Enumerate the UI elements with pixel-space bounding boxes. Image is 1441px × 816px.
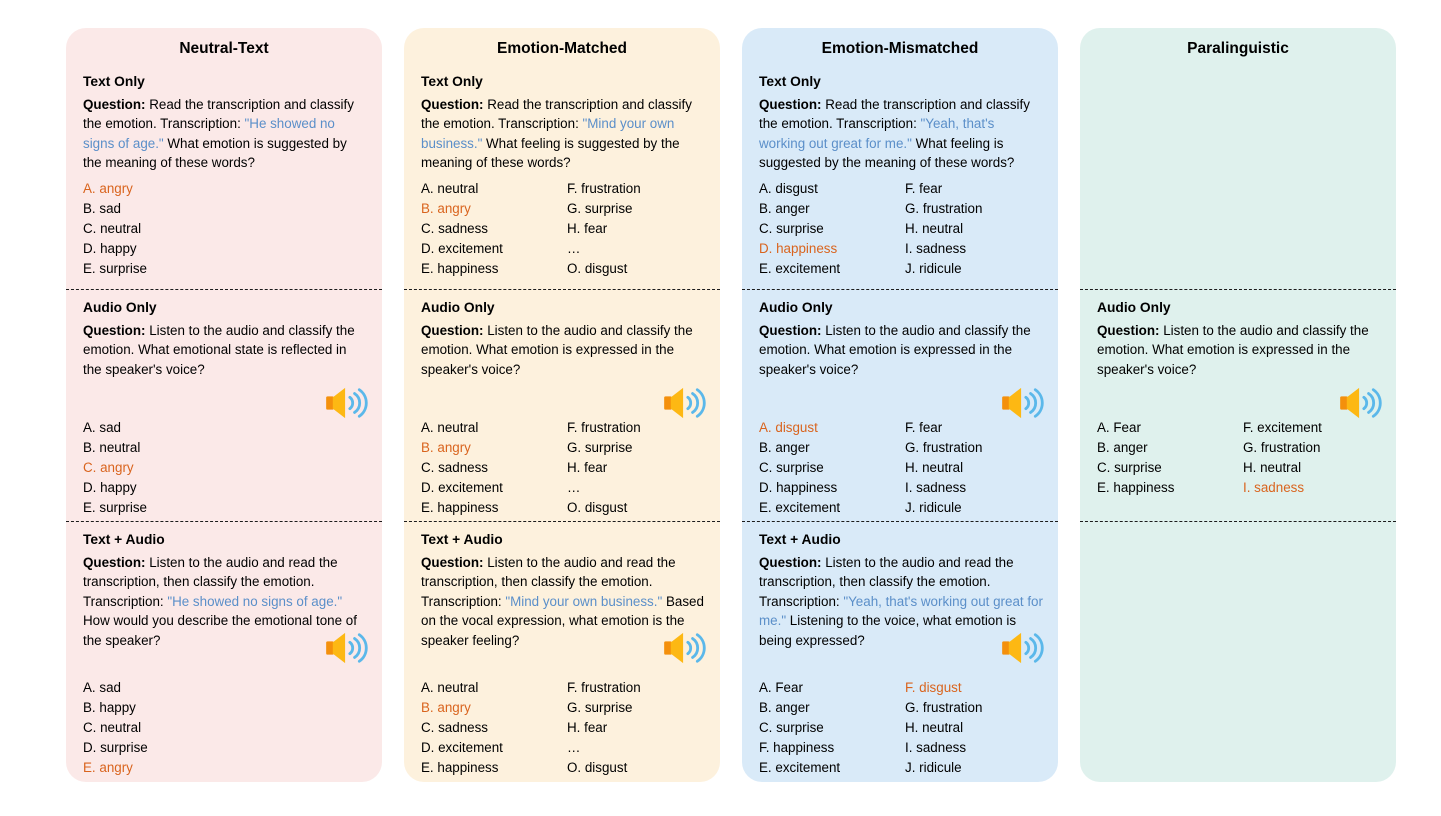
option: B. sad <box>83 200 121 216</box>
option: E. happiness <box>421 500 499 516</box>
panel-title: Emotion-Mismatched <box>821 40 979 57</box>
options-list <box>83 179 368 280</box>
question-label: Question: <box>83 555 146 570</box>
option: I. sadness <box>905 480 967 496</box>
options-column-right <box>905 179 1044 280</box>
option: O. disgust <box>567 261 628 277</box>
option: … <box>567 480 581 496</box>
speaker-icon <box>1000 385 1046 421</box>
question-pre: Listen to the audio and read the transcription, then classify the emotion. Transcription: <box>421 555 676 609</box>
option: A. neutral <box>421 420 479 435</box>
option: C. sadness <box>421 720 488 736</box>
question-text <box>421 321 706 379</box>
options-column-left <box>83 179 368 280</box>
options-column-right <box>905 418 1044 519</box>
option: I. sadness <box>905 241 967 257</box>
question-label: Question: <box>759 323 822 338</box>
section-heading: Audio Only <box>1097 300 1171 315</box>
option: D. excitement <box>421 241 503 257</box>
section-heading: Text Only <box>759 74 821 89</box>
option: F. excitement <box>1243 420 1322 435</box>
option: E. excitement <box>759 760 841 776</box>
question-pre: Listen to the audio and classify the emotion. What emotion is expressed in the speaker's voice? <box>1097 323 1369 377</box>
option: A. angry <box>83 180 133 196</box>
section-heading: Audio Only <box>83 300 157 315</box>
option: F. frustration <box>567 680 641 695</box>
option: B. angry <box>421 200 471 216</box>
question-label: Question: <box>83 323 146 338</box>
panel-row <box>66 28 1396 782</box>
option: E. angry <box>83 760 133 776</box>
option: E. excitement <box>759 261 841 277</box>
option: J. ridicule <box>905 760 962 776</box>
question-post: Listening to the voice, what emotion is being expressed? <box>759 613 1017 648</box>
question-text <box>759 95 1044 173</box>
speaker-icon <box>662 385 708 421</box>
options-list <box>1097 418 1382 498</box>
option: A. Fear <box>759 680 803 695</box>
speaker-icon <box>324 630 370 666</box>
option: H. fear <box>567 720 608 736</box>
option: F. disgust <box>905 680 962 695</box>
question-pre: Read the transcription and classify the emotion. Transcription: <box>421 97 692 132</box>
transcription-quote: "Mind your own business." <box>421 116 675 151</box>
section-audio-only <box>742 290 1058 522</box>
options-list <box>421 678 706 779</box>
option: C. sadness <box>421 220 488 236</box>
question-label: Question: <box>1097 323 1160 338</box>
speaker-icon <box>1338 385 1384 421</box>
section-text-only <box>404 64 720 290</box>
section-heading: Audio Only <box>421 300 495 315</box>
option: F. fear <box>905 180 943 196</box>
option: C. sadness <box>421 460 488 476</box>
section-text-audio <box>742 522 1058 782</box>
option: C. neutral <box>83 220 142 236</box>
panel-title: Neutral-Text <box>179 40 269 57</box>
section-audio-only <box>66 290 382 522</box>
option: C. angry <box>83 460 134 476</box>
question-pre: Read the transcription and classify the emotion. Transcription: <box>83 97 354 132</box>
option: F. happiness <box>759 740 835 756</box>
option: A. sad <box>83 420 121 435</box>
section-audio-only <box>1080 290 1396 522</box>
options-column-left <box>421 179 567 280</box>
option: B. happy <box>83 700 136 716</box>
option: B. anger <box>759 440 810 456</box>
speaker-icon <box>662 630 708 666</box>
option: D. happy <box>83 480 137 496</box>
option: B. angry <box>421 700 471 716</box>
option: A. disgust <box>759 180 818 196</box>
option: D. excitement <box>421 480 503 496</box>
question-post: What feeling is suggested by the meaning of these words? <box>759 135 1015 171</box>
option: E. surprise <box>83 261 147 277</box>
option: D. excitement <box>421 740 503 756</box>
question-post: What emotion is suggested by the meaning of these words? <box>83 135 347 171</box>
options-column-right <box>905 678 1044 779</box>
option: F. fear <box>905 420 943 435</box>
options-column-left <box>1097 418 1243 498</box>
option: C. surprise <box>759 720 824 736</box>
question-label: Question: <box>759 555 822 570</box>
option: E. excitement <box>759 500 841 516</box>
option: I. sadness <box>1243 480 1305 496</box>
options-column-left <box>759 678 905 779</box>
section-heading: Text + Audio <box>421 532 503 547</box>
option: G. frustration <box>905 700 983 716</box>
option: H. neutral <box>905 220 964 236</box>
panel-emotion-matched <box>404 28 720 782</box>
option: G. frustration <box>905 200 983 216</box>
section-text-audio <box>66 522 382 782</box>
option: O. disgust <box>567 500 628 516</box>
option: A. neutral <box>421 680 479 695</box>
option: D. happiness <box>759 241 838 257</box>
option: H. neutral <box>905 460 964 476</box>
section-text-only <box>742 64 1058 290</box>
question-label: Question: <box>83 97 146 112</box>
option: C. neutral <box>83 720 142 736</box>
option: … <box>567 740 581 756</box>
option: H. fear <box>567 220 608 236</box>
transcription-quote: "Mind your own business." <box>505 593 663 609</box>
panel-emotion-mismatched <box>742 28 1058 782</box>
option: H. fear <box>567 460 608 476</box>
question-label: Question: <box>421 323 484 338</box>
option: E. happiness <box>421 261 499 277</box>
panel-neutral-text <box>66 28 382 782</box>
question-pre: Listen to the audio and classify the emotion. What emotion is expressed in the speaker's voice? <box>421 323 693 377</box>
option: D. happy <box>83 241 137 257</box>
options-list <box>83 678 368 779</box>
section-audio-only <box>404 290 720 522</box>
section-empty-top <box>1080 64 1396 290</box>
options-list <box>759 678 1044 779</box>
option: B. neutral <box>83 440 141 456</box>
option: G. frustration <box>1243 440 1321 456</box>
option: B. anger <box>1097 440 1148 456</box>
option: H. neutral <box>1243 460 1302 476</box>
question-text <box>83 321 368 379</box>
options-list <box>759 179 1044 280</box>
options-column-right <box>567 179 706 280</box>
section-empty-bottom <box>1080 522 1396 782</box>
transcription-quote: "He showed no signs of age." <box>83 116 335 151</box>
question-text <box>1097 321 1382 379</box>
option: B. anger <box>759 200 810 216</box>
option: I. sadness <box>905 740 967 756</box>
question-post: How would you describe the emotional tone of the speaker? <box>83 613 357 648</box>
question-pre: Read the transcription and classify the emotion. Transcription: <box>759 97 1030 132</box>
option: C. surprise <box>759 220 824 236</box>
option: E. surprise <box>83 500 147 516</box>
options-list <box>421 179 706 280</box>
option: F. frustration <box>567 180 641 196</box>
option: G. surprise <box>567 440 633 456</box>
option: G. frustration <box>905 440 983 456</box>
options-list <box>421 418 706 519</box>
transcription-quote: "He showed no signs of age." <box>167 593 343 609</box>
options-list <box>759 418 1044 519</box>
section-heading: Text Only <box>421 74 483 89</box>
option: B. angry <box>421 440 471 456</box>
question-label: Question: <box>421 555 484 570</box>
option: D. happiness <box>759 480 838 496</box>
option: A. disgust <box>759 420 818 435</box>
question-pre: Listen to the audio and read the transcription, then classify the emotion. Transcription: <box>759 555 1014 609</box>
option: B. anger <box>759 700 810 716</box>
speaker-icon <box>1000 630 1046 666</box>
option: O. disgust <box>567 760 628 776</box>
options-column-left <box>83 418 368 519</box>
section-heading: Text + Audio <box>83 532 165 547</box>
option: J. ridicule <box>905 261 962 277</box>
option: G. surprise <box>567 700 633 716</box>
section-heading: Audio Only <box>759 300 833 315</box>
option: A. neutral <box>421 180 479 196</box>
panel-paralinguistic <box>1080 28 1396 782</box>
section-heading: Text + Audio <box>759 532 841 547</box>
question-label: Question: <box>421 97 484 112</box>
transcription-quote: "Yeah, that's working out great for me." <box>759 116 995 151</box>
option: C. surprise <box>759 460 824 476</box>
option: F. frustration <box>567 420 641 435</box>
question-text <box>421 95 706 173</box>
option: D. surprise <box>83 740 148 756</box>
options-column-left <box>759 418 905 519</box>
question-pre: Listen to the audio and classify the emotion. What emotional state is reflected in the speaker's voice? <box>83 323 355 377</box>
option: E. happiness <box>421 760 499 776</box>
question-text <box>83 95 368 173</box>
speaker-icon <box>324 385 370 421</box>
question-text <box>759 321 1044 379</box>
options-column-left <box>83 678 368 779</box>
panel-title: Paralinguistic <box>1187 40 1289 57</box>
option: … <box>567 241 581 257</box>
transcription-quote: "Yeah, that's working out great for me." <box>759 593 1043 629</box>
question-label: Question: <box>759 97 822 112</box>
options-column-right <box>567 418 706 519</box>
question-pre: Listen to the audio and classify the emotion. What emotion is expressed in the speaker's voice? <box>759 323 1031 377</box>
section-text-audio <box>404 522 720 782</box>
option: C. surprise <box>1097 460 1162 476</box>
section-heading: Text Only <box>83 74 145 89</box>
section-text-only <box>66 64 382 290</box>
options-column-right <box>1243 418 1382 498</box>
question-post: Based on the vocal expression, what emotion is the speaker feeling? <box>421 593 704 648</box>
option: E. happiness <box>1097 480 1175 496</box>
options-column-left <box>759 179 905 280</box>
panel-title: Emotion-Matched <box>496 40 628 57</box>
option: G. surprise <box>567 200 633 216</box>
options-column-left <box>421 418 567 519</box>
option: A. sad <box>83 680 121 695</box>
options-column-right <box>567 678 706 779</box>
options-list <box>83 418 368 519</box>
options-column-left <box>421 678 567 779</box>
option: A. Fear <box>1097 420 1141 435</box>
question-pre: Listen to the audio and read the transcription, then classify the emotion. Transcription: <box>83 555 338 609</box>
option: H. neutral <box>905 720 964 736</box>
option: J. ridicule <box>905 500 962 516</box>
question-post: What feeling is suggested by the meaning of these words? <box>421 135 680 171</box>
